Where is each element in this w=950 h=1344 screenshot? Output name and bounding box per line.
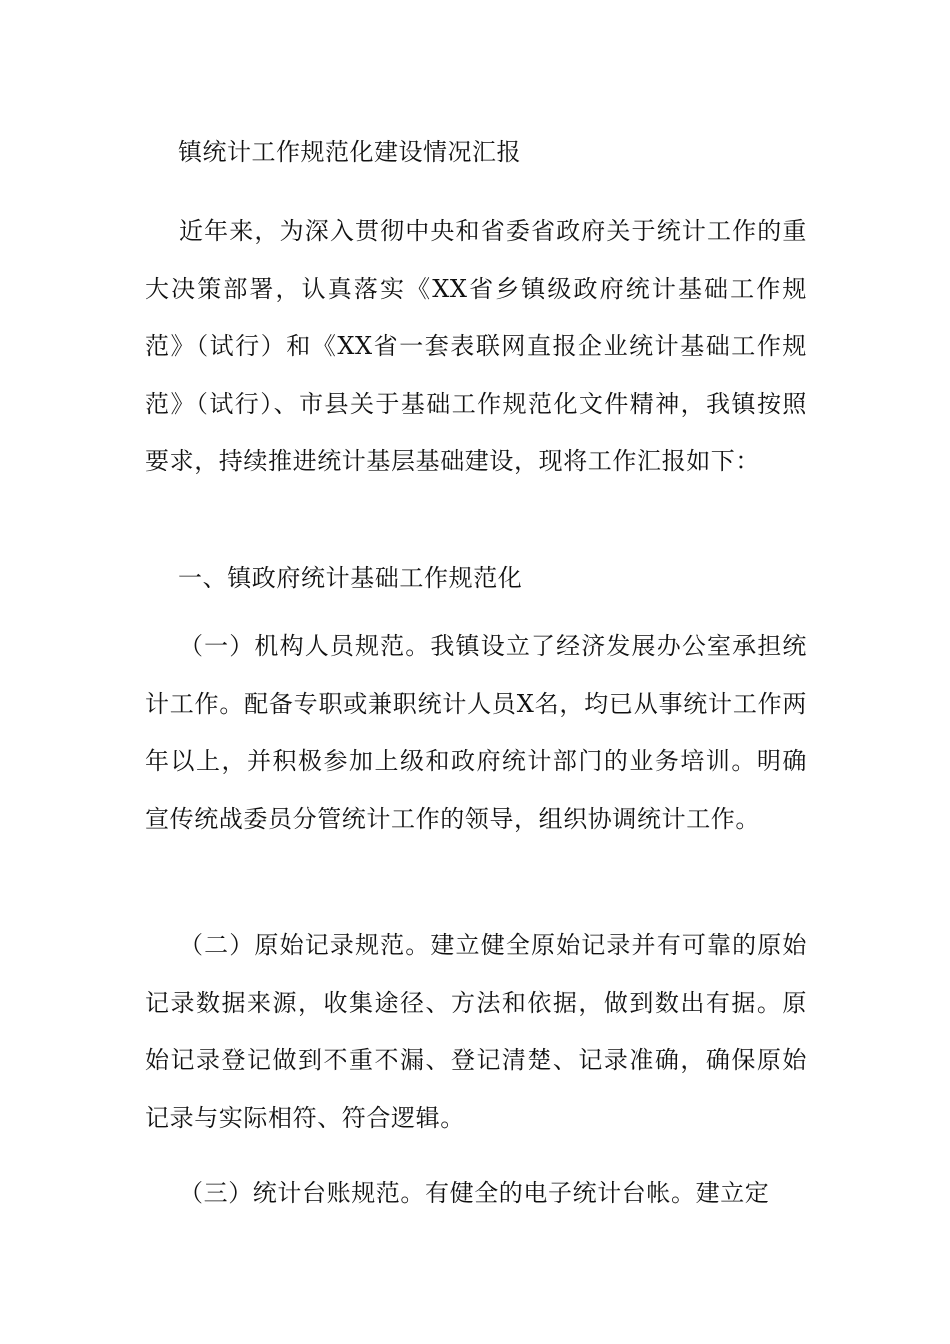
- intro-paragraph: 近年来，为深入贯彻中央和省委省政府关于统计工作的重大决策部署，认真落实《XX省乡镇级政府统计基础工作规范》（试行）和《XX省一套表联网直报企业统计基础工作规范》（试行）、市县关于基础工作规范化文件精神，我镇按照要求，持续推进统计基层基础建设，现将工作汇报如下：: [145, 217, 807, 475]
- item-paragraph-3: （三）统计台账规范。有健全的电子统计台帐。建立定: [179, 1179, 770, 1207]
- section-heading: 一、镇政府统计基础工作规范化: [178, 564, 523, 592]
- item-paragraph-1: （一）机构人员规范。我镇设立了经济发展办公室承担统计工作。配备专职或兼职统计人员X名，均已从事统计工作两年以上，并积极参加上级和政府统计部门的业务培训。明确宣传统战委员分管统计工作的领导，组织协调统计工作。: [145, 632, 807, 833]
- document-title: 镇统计工作规范化建设情况汇报: [178, 138, 521, 166]
- item-paragraph-2: （二）原始记录规范。建立健全原始记录并有可靠的原始记录数据来源，收集途径、方法和依据，做到数出有据。原始记录登记做到不重不漏、登记清楚、记录准确，确保原始记录与实际相符、符合逻辑。: [145, 931, 807, 1132]
